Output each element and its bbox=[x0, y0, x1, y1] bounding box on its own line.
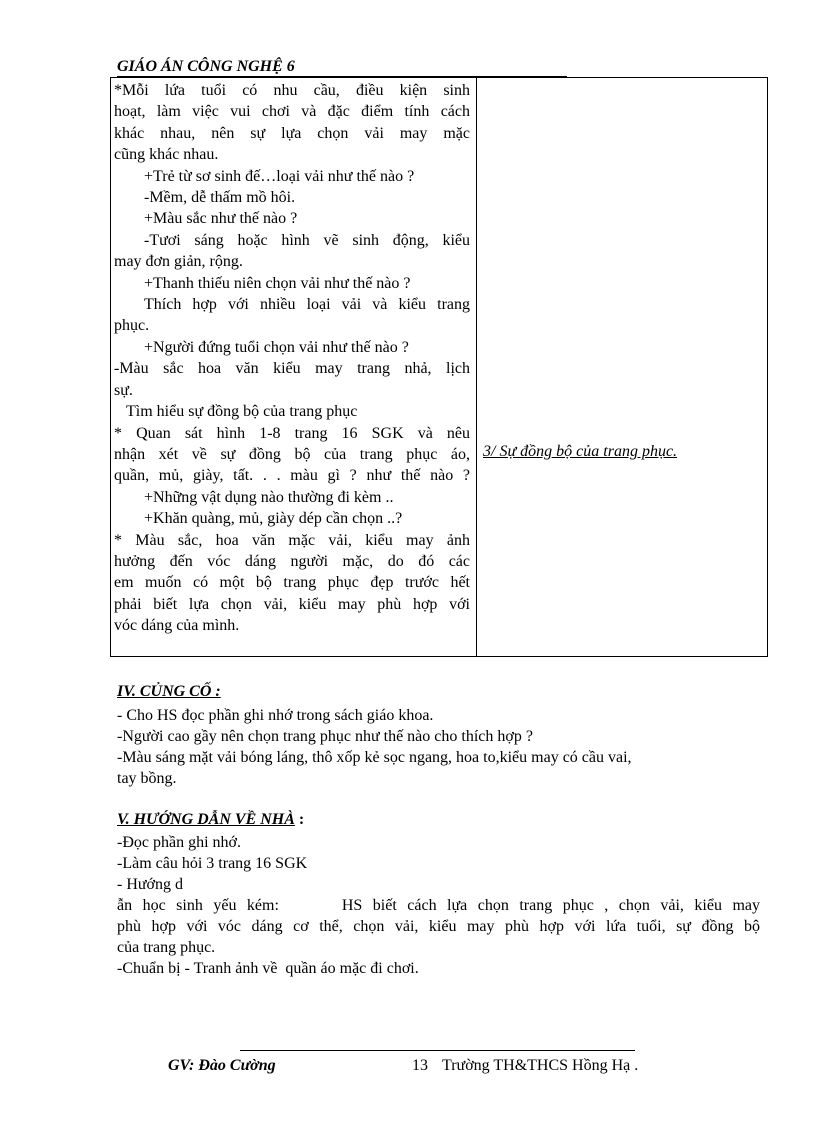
table-line: nhận xét về sự đồng bộ của trang phục áo, bbox=[114, 445, 470, 463]
table-line: +Màu sắc như thế nào ? bbox=[144, 210, 298, 228]
table-line: vóc dáng của mình. bbox=[114, 617, 240, 635]
table-line: sự. bbox=[114, 381, 133, 399]
section-5-title: V. HƯỚNG DẪN VỀ NHÀ bbox=[117, 811, 295, 828]
table-line: may đơn giản, rộng. bbox=[114, 253, 243, 271]
lesson-table bbox=[110, 77, 768, 657]
section-5-body bbox=[117, 832, 760, 979]
table-line: hoạt, làm việc vui chơi và đặc điểm tính cách bbox=[114, 103, 470, 121]
footer-school: Trường TH&THCS Hồng Hạ . bbox=[442, 1057, 639, 1074]
text-line: -Đọc phần ghi nhớ. bbox=[117, 834, 241, 851]
text-line: tay bồng. bbox=[117, 770, 177, 787]
text-line: -Chuẩn bị - Tranh ảnh về quần áo mặc đi chơi. bbox=[117, 960, 419, 977]
table-line: +Người đứng tuổi chọn vải như thế nào ? bbox=[144, 338, 409, 356]
table-line: *Mỗi lứa tuổi có nhu cầu, điều kiện sinh bbox=[114, 82, 470, 99]
table-line: +Trẻ từ sơ sinh đế…loại vải như thế nào ? bbox=[144, 167, 415, 185]
table-line: * Màu sắc, hoa văn mặc vải, kiểu may ảnh bbox=[114, 531, 470, 549]
table-line: khác nhau, nên sự lựa chọn vải may mặc bbox=[114, 124, 470, 142]
text-line: -Màu sáng mặt vải bóng láng, thô xốp kẻ sọc ngang, hoa to,kiểu may có cầu vai, bbox=[117, 749, 632, 766]
table-line: cũng khác nhau. bbox=[114, 146, 219, 164]
text-line: -Làm câu hỏi 3 trang 16 SGK bbox=[117, 855, 308, 872]
section-4-body bbox=[117, 705, 762, 789]
section-4-title: IV. CỦNG CỐ : bbox=[117, 683, 221, 700]
table-line: -Màu sắc hoa văn kiểu may trang nhả, lịch bbox=[114, 360, 470, 378]
table-line: +Thanh thiếu niên chọn vải như thế nào ? bbox=[144, 274, 411, 292]
text-line: - Cho HS đọc phần ghi nhớ trong sách giáo khoa. bbox=[117, 707, 434, 724]
section-5-title-suffix: : bbox=[294, 811, 305, 828]
footer-info bbox=[412, 1057, 638, 1075]
text-line: của trang phục. bbox=[117, 939, 216, 956]
table-line: hưởng đến vóc dáng người mặc, do đó các bbox=[114, 552, 470, 570]
left-column bbox=[114, 80, 470, 637]
table-line: -Tươi sáng hoặc hình vẽ sinh động, kiểu bbox=[144, 231, 470, 249]
page-number: 13 bbox=[412, 1057, 428, 1074]
table-line: Tìm hiểu sự đồng bộ của trang phục bbox=[126, 403, 358, 421]
table-line: -Mềm, dễ thấm mồ hôi. bbox=[144, 189, 296, 207]
table-line: +Khăn quàng, mủ, giày dép cần chọn ..? bbox=[144, 510, 403, 528]
footer-divider bbox=[240, 1050, 635, 1051]
column-divider bbox=[476, 78, 477, 656]
right-column-heading: 3/ Sự đồng bộ của trang phục. bbox=[483, 443, 678, 460]
table-line: +Những vật dụng nào thường đi kèm .. bbox=[144, 488, 394, 506]
text-line: phù hợp với vóc dáng cơ thể, chọn vải, kiểu may phù hợp với lứa tuổi, sự đồng bộ bbox=[117, 918, 760, 935]
table-line: quần, mủ, giày, tất. . . màu gì ? như thế nào ? bbox=[114, 467, 470, 485]
text-line: - Hướng d bbox=[117, 876, 184, 893]
table-line: phải biết lựa chọn vải, kiểu may phù hợp với bbox=[114, 595, 470, 613]
table-line: phục. bbox=[114, 317, 150, 335]
text-line: ẫn học sinh yếu kém: HS biết cách lựa chọn trang phục , chọn vải, kiểu may bbox=[117, 897, 760, 914]
table-line: * Quan sát hình 1-8 trang 16 SGK và nêu bbox=[114, 424, 470, 442]
page-title: GIÁO ÁN CÔNG NGHỆ 6 bbox=[117, 58, 567, 77]
table-line: Thích hợp với nhiều loại vải và kiểu trang bbox=[144, 296, 470, 314]
table-line: em muốn có một bộ trang phục đẹp trước hết bbox=[114, 574, 470, 592]
text-line: -Người cao gầy nên chọn trang phục như thế nào cho thích hợp ? bbox=[117, 728, 533, 745]
footer-teacher: GV: Đào Cường bbox=[168, 1057, 276, 1074]
section-5-heading bbox=[117, 811, 304, 829]
